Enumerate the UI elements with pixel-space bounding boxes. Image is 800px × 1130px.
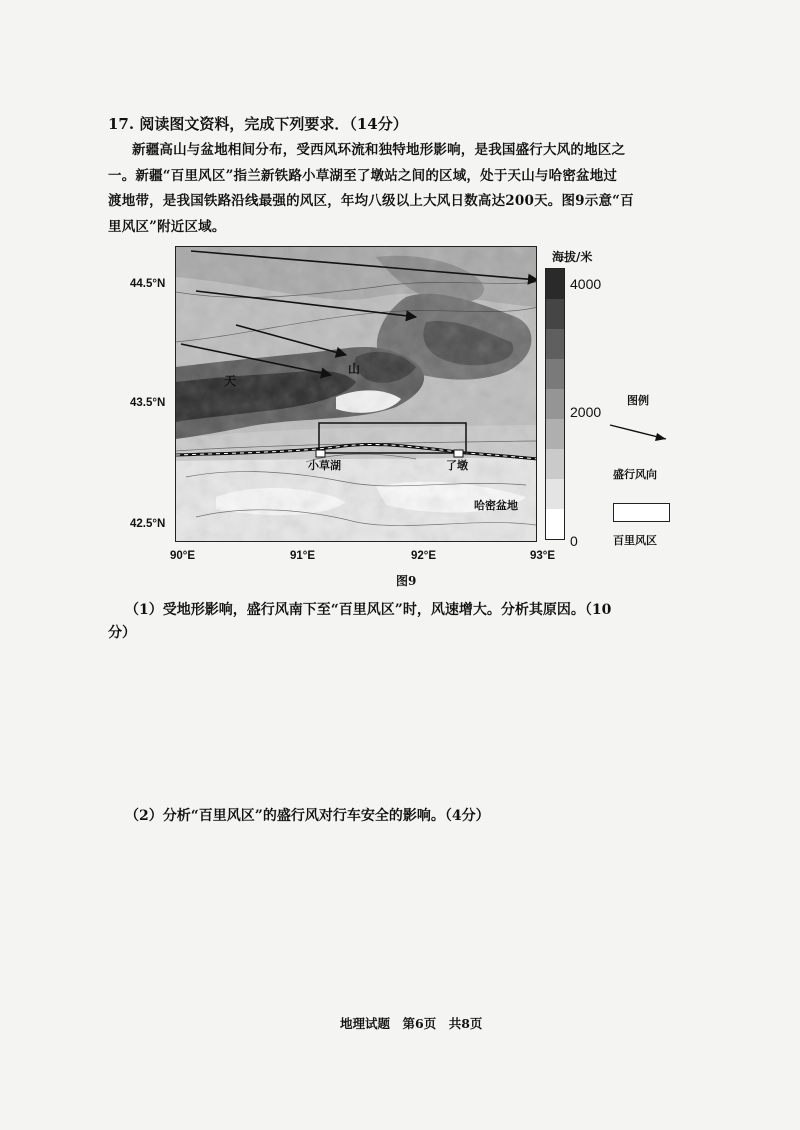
lon-label-91: 91°E: [290, 550, 316, 562]
colorbar-title: 海拔/米: [552, 250, 593, 264]
legend-zone-box: [613, 503, 670, 522]
colorbar-tick-2000: 2000: [570, 404, 602, 420]
lat-label-44-5: 44.5°N: [130, 278, 166, 290]
lon-label-90: 90°E: [170, 550, 196, 562]
paragraph-line-4: 里风区”附近区域。: [108, 218, 226, 235]
question-paragraph: [108, 138, 708, 240]
lat-label-42-5: 42.5°N: [130, 518, 166, 530]
label-liaodun: 了墩: [446, 459, 468, 472]
lat-label-43-5: 43.5°N: [130, 397, 166, 409]
paragraph-line-2: 一。新疆“百里风区”指兰新铁路小草湖至了墩站之间的区域，处于天山与哈密盆地过: [108, 167, 618, 184]
wind-direction-arrow-icon: [608, 420, 678, 446]
sub-question-1: （1）受地形影响，盛行风南下至“百里风区”时，风速增大。分析其原因。（10: [125, 602, 612, 618]
lon-label-93: 93°E: [530, 550, 556, 562]
label-tian: 天: [224, 374, 237, 388]
paragraph-line-3: 渡地带，是我国铁路沿线最强的风区，年均八级以上大风日数高达200天。图9示意“百: [108, 193, 634, 209]
colorbar-tick-0: 0: [570, 533, 578, 549]
sub-question-2: （2）分析“百里风区”的盛行风对行车安全的影响。（4分）: [125, 808, 490, 824]
legend-title: 图例: [627, 394, 649, 407]
sub-question-1-continued: 分）: [108, 625, 136, 641]
label-shan: 山: [348, 362, 361, 376]
legend-zone-label: 百里风区: [613, 534, 657, 547]
label-xiaocaohu: 小草湖: [308, 459, 341, 472]
figure-caption: 图9: [396, 574, 417, 588]
paragraph-line-1: 新疆高山与盆地相间分布，受西风环流和独特地形影响，是我国盛行大风的地区之: [132, 142, 626, 158]
terrain-map-svg: [176, 247, 537, 542]
legend-wind-label: 盛行风向: [613, 468, 657, 481]
elevation-colorbar: [545, 268, 565, 540]
label-hami-basin: 哈密盆地: [474, 499, 518, 512]
lon-label-92: 92°E: [411, 550, 437, 562]
colorbar-tick-4000: 4000: [570, 276, 602, 292]
page-footer: 地理试题 第6页 共8页: [340, 1016, 483, 1031]
question-title: 17. 阅读图文资料，完成下列要求．（14分）: [108, 115, 408, 133]
terrain-map: [175, 246, 537, 542]
